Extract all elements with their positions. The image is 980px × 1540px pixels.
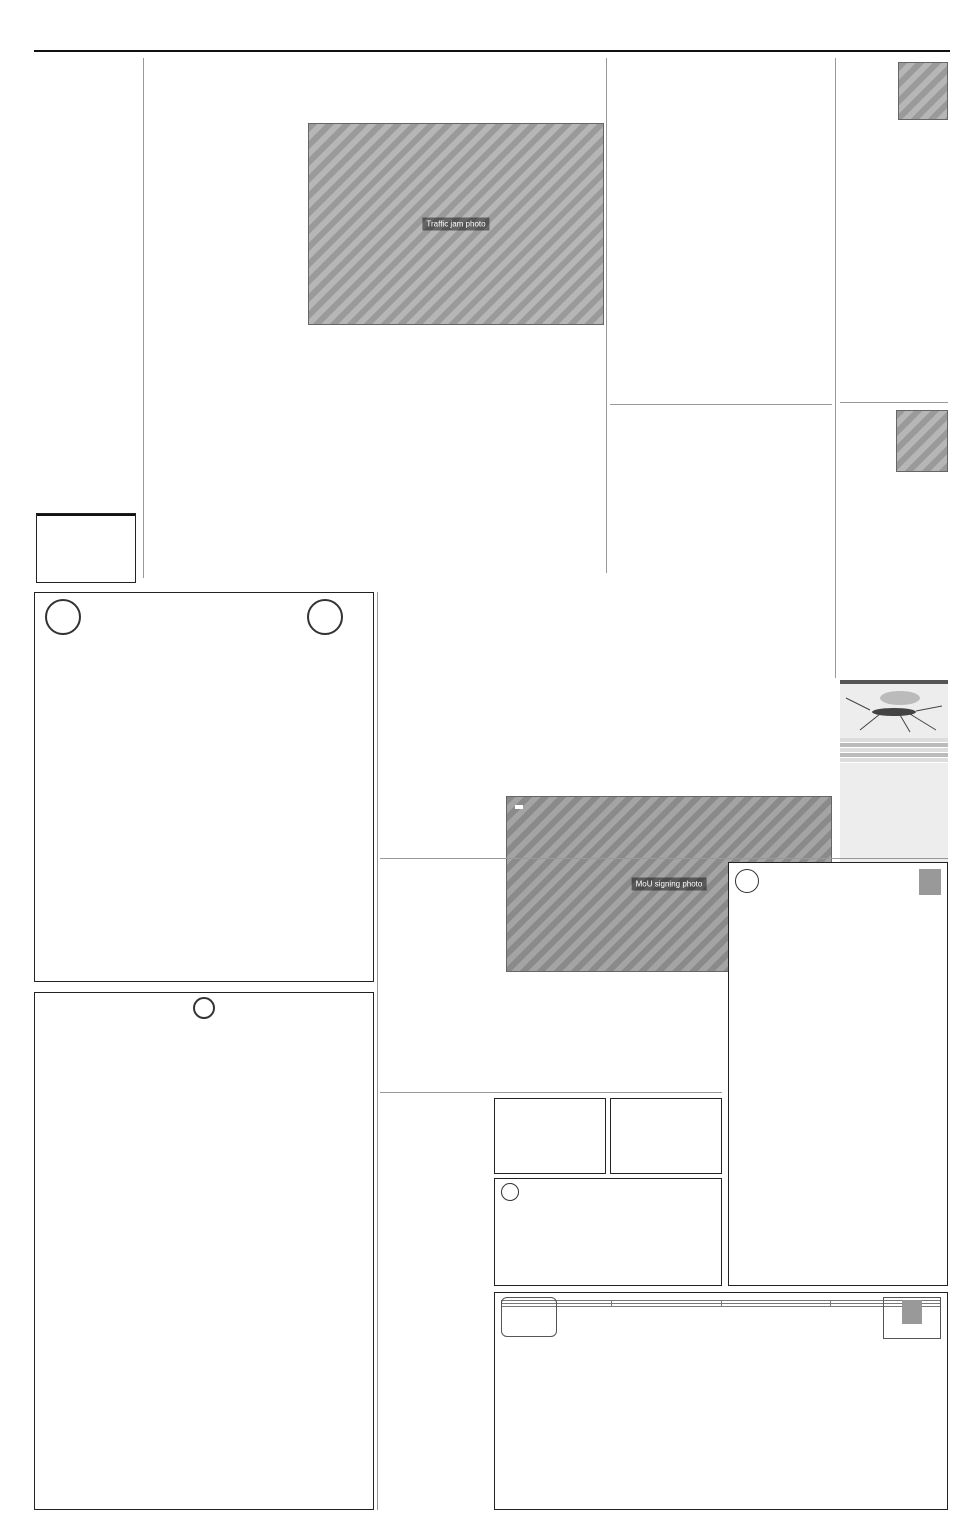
lged-portrait-icon	[883, 1297, 941, 1339]
nurjahan-story	[840, 58, 948, 402]
to-let-ad	[610, 1098, 722, 1174]
iom-invitation-ad	[34, 992, 374, 1510]
mymensingh-caption	[308, 328, 604, 380]
photo-placeholder-label: MoU signing photo	[632, 878, 707, 891]
coordination-story	[380, 1096, 488, 1510]
flat-for-rent-text	[37, 516, 135, 518]
sweden-story	[34, 58, 138, 508]
table-row	[502, 1304, 941, 1307]
airastra-story	[610, 408, 832, 572]
mymensingh-col3	[456, 384, 604, 568]
page-header	[34, 30, 950, 52]
lged-table	[501, 1300, 941, 1307]
mymensingh-col2	[308, 384, 450, 568]
dengue-update-box	[840, 680, 948, 862]
mymensingh-traffic-photo	[308, 123, 604, 325]
dengue-total	[840, 758, 948, 763]
cddl-emblem-right	[307, 599, 343, 635]
jahanara-story	[840, 406, 948, 676]
portrait-icon	[919, 869, 941, 895]
flat-to-let-text	[495, 1099, 605, 1101]
prison-tender-ad	[728, 862, 948, 1286]
sos-caption	[506, 773, 832, 853]
dw-story	[380, 592, 500, 854]
mymensingh-col1	[148, 136, 298, 566]
to-let-line1	[611, 1099, 721, 1101]
hills-col2	[554, 896, 720, 1096]
iom-logo-icon	[193, 997, 215, 1019]
hills-col1	[380, 904, 548, 1104]
nurjahan-portrait	[898, 62, 948, 120]
lged-method	[611, 1304, 721, 1307]
cddl-emblem-left	[45, 599, 81, 635]
chittagong-drydock-tender-ad	[34, 592, 374, 982]
gov-emblem-icon	[735, 869, 759, 893]
mosquito-icon	[840, 684, 948, 734]
lged-etender-ad	[494, 1292, 948, 1510]
flat-for-rent-ad	[36, 513, 136, 583]
jmb-story	[610, 58, 832, 406]
bangladesh-50-logo	[501, 1297, 557, 1337]
univ-logo-icon	[501, 1183, 519, 1201]
university-recruitment-ad	[494, 1178, 722, 1286]
flat-to-let-ad	[494, 1098, 606, 1174]
photo-placeholder-label: Traffic jam photo	[422, 218, 489, 231]
jahanara-portrait	[896, 410, 948, 472]
lged-work	[721, 1304, 831, 1307]
